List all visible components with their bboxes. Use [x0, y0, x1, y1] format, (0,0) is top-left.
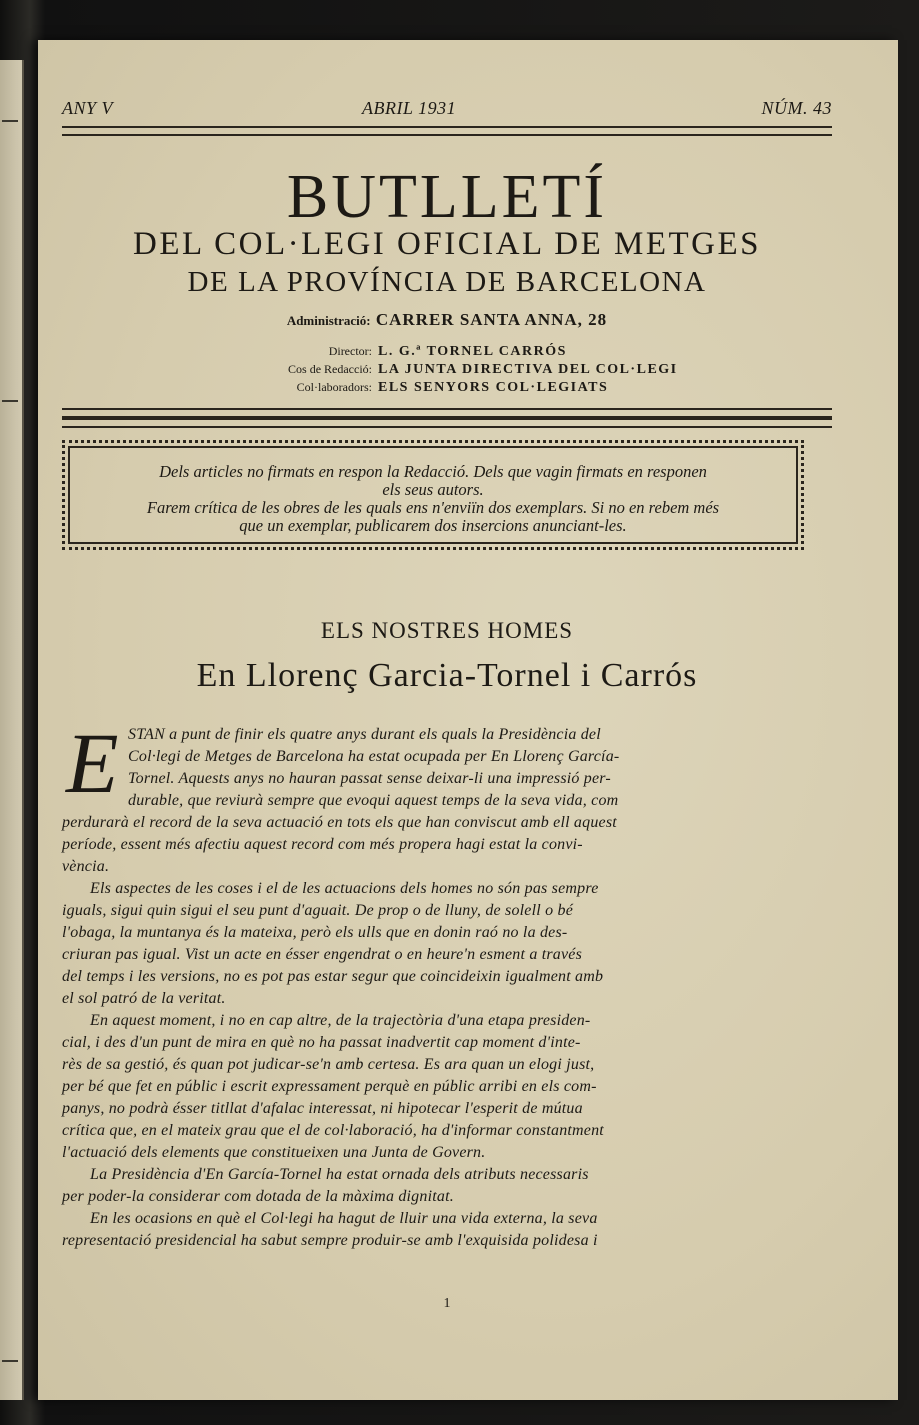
body-line: La Presidència d'En García-Tornel ha estat ornada dels atributs necessaris [90, 1166, 589, 1183]
page-number: 1 [443, 1296, 451, 1311]
document-page [38, 40, 898, 1400]
admin-label: Administració: [286, 313, 371, 328]
staff-director [62, 344, 832, 360]
staff-redaction [62, 362, 832, 378]
section-heading: ELS NOSTRES HOMES [320, 618, 574, 643]
body-line: En aquest moment, i no en cap altre, de la trajectòria d'una etapa presiden- [90, 1012, 591, 1029]
body-line: panys, no podrà ésser titllat d'afalac interessat, ni hipotecar l'esperit de mútua [62, 1100, 583, 1117]
notice-line: Farem crítica de les obres de les quals ens n'enviïn dos exemplars. Si no en rebem més [146, 498, 720, 517]
body-line: període, essent més afectiu aquest record com més propera hagi estat la convi- [62, 836, 583, 853]
body-line: iguals, sigui quin sigui el seu punt d'aguait. De prop o de lluny, de solell o bé [62, 902, 573, 919]
staff-label: Col·laboradors: [296, 380, 372, 394]
body-line: durable, que reviurà sempre que evoqui aquest temps de la seva vida, com [128, 792, 619, 809]
masthead-subtitle-2: DE LA PROVÍNCIA DE BARCELONA [187, 266, 707, 298]
staff-value: LA JUNTA DIRECTIVA DEL COL·LEGI [378, 362, 678, 377]
volume-label: ANY V [62, 98, 114, 118]
adjacent-page-edge [0, 60, 24, 1400]
staff-label: Cos de Redacció: [288, 362, 372, 376]
body-line: En les ocasions en què el Col·legi ha hagut de lluir una vida externa, la seva [90, 1210, 598, 1227]
staff-value: ELS SENYORS COL·LEGIATS [378, 380, 609, 395]
body-line: Tornel. Aquests anys no hauran passat sense deixar-li una impressió per- [128, 770, 611, 787]
body-line: per bé que fet en públic i escrit expressament perquè en públic arribi en els com- [62, 1078, 597, 1095]
body-line: perdurarà el record de la seva actuació en tots els que han conviscut amb ell aquest [62, 814, 617, 831]
body-line: l'actuació dels elements que constitueixen una Junta de Govern. [62, 1144, 486, 1161]
body-line: STAN a punt de finir els quatre anys durant els quals la Presidència del [128, 726, 601, 743]
body-line: del temps i les versions, no es pot pas estar segur que coincideixin igualment amb [62, 968, 604, 985]
masthead-rule-1 [62, 408, 832, 418]
article-title: En Llorenç Garcia-Tornel i Carrós [196, 657, 698, 694]
editorial-notice-box [62, 440, 804, 550]
body-line: per poder-la considerar com dotada de la màxima dignitat. [62, 1188, 454, 1205]
staff-label: Director: [328, 344, 372, 358]
notice-line: Dels articles no firmats en respon la Redacció. Dels que vagin firmats en responen [159, 462, 707, 481]
body-line: l'obaga, la muntanya és la mateixa, però els ulls que en donin raó no la des- [62, 924, 568, 941]
notice-line: els seus autors. [382, 480, 484, 499]
body-line: Col·legi de Metges de Barcelona ha estat ocupada per En Llorenç García- [128, 748, 620, 765]
notice-line: que un exemplar, publicarem dos insercions anunciant-les. [239, 516, 627, 535]
body-line: criuran pas igual. Vist un acte en ésser engendrat o en heure'n esment a través [62, 946, 583, 963]
body-line: vència. [62, 858, 110, 875]
drop-cap: E [66, 715, 119, 811]
body-line: rès de sa gestió, és quan pot judicar-se'n amb certesa. Es ara quan un elogi just, [62, 1056, 595, 1073]
issue-number: NÚM. 43 [761, 98, 832, 118]
masthead-subtitle-1: DEL COL·LEGI OFICIAL DE METGES [133, 226, 761, 262]
administration-line [62, 310, 832, 330]
admin-address: CARRER SANTA ANNA, 28 [375, 310, 608, 329]
masthead-rule-2 [62, 418, 832, 428]
staff-collaborators [62, 380, 832, 396]
issue-date: ABRIL 1931 [362, 98, 457, 118]
body-line: crítica que, en el mateix grau que el de col·laboració, ha d'informar constantment [62, 1122, 604, 1139]
staff-value: L. G.ª TORNEL CARRÓS [378, 344, 567, 359]
masthead-title: BUTLLETÍ [286, 163, 608, 231]
body-line: cial, i des d'un punt de mira en què no ha passat inadvertit cap moment d'inte- [62, 1034, 581, 1051]
header-rule [62, 126, 832, 136]
body-line: Els aspectes de les coses i el de les actuacions dels homes no són pas sempre [90, 880, 599, 897]
body-line: representació presidencial ha sabut sempre produir-se amb l'exquisida polidesa i [62, 1232, 598, 1249]
body-line: el sol patró de la veritat. [62, 990, 226, 1007]
